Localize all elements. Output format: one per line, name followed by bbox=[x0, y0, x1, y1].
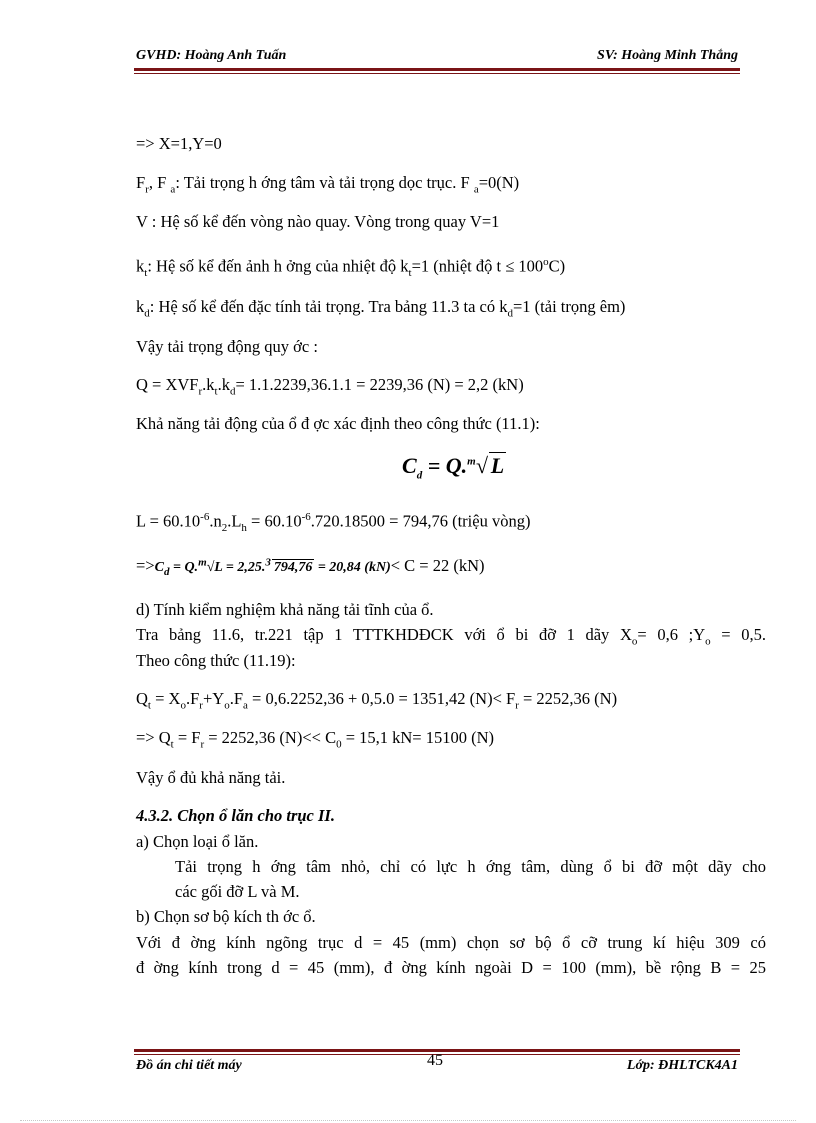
equivalent-load-heading: Vậy tải trọng động quy ớc : bbox=[136, 337, 318, 356]
step-a-desc-2: các gối đỡ L và M. bbox=[175, 882, 300, 901]
step-a-desc-1: Tải trọng h ớng tâm nhỏ, chỉ có lực h ớng tâm, dùng ổ bi đỡ một dãy cho bbox=[175, 857, 766, 876]
fr-fa-definition: $F_r$, F $_a$: Tải trọng h ớng tâm và tải trọng dọc trục. F $_a$=0(N) bbox=[136, 173, 520, 196]
qt-comparison: => $Q_t = F_r = 2252,36$ $(N)<< C_0 = 15,1$ kN= 15100 (N) bbox=[136, 728, 495, 751]
static-check-heading: d) Tính kiểm nghiệm khả năng tải tĩnh của ổ. bbox=[136, 600, 434, 619]
formula-reference: Theo công thức (11.19): bbox=[136, 651, 296, 670]
header-left: GVHD: Hoàng Anh Tuấn bbox=[136, 48, 287, 63]
static-table-lookup: Tra bảng 11.6, tr.221 tập 1 TTTKHDĐCK với ổ bi đỡ 1 dãy $X_o= 0,6$ $;Y_o = 0,5$. bbox=[136, 625, 766, 648]
header-rule-thin bbox=[134, 73, 740, 74]
page-number: 45 bbox=[427, 1052, 443, 1069]
l-calculation: $L = 60.10^{-6}.n_2.L_h = 60.10^{-6}.720.18500 = 794,76$ (triệu vòng) bbox=[136, 511, 531, 534]
qt-calculation: $Q_t = X_o.F_r+Y_o.F_a = 0,6.2252,36 + 0,5.0 = 1351,42$ $(N)< F_r = 2252,36$ (N) bbox=[136, 689, 618, 712]
capacity-conclusion: Vậy ổ đủ khả năng tải. bbox=[136, 768, 286, 787]
step-b: b) Chọn sơ bộ kích th ớc ổ. bbox=[136, 907, 316, 926]
step-b-desc-2: đ ờng kính trong d = 45 (mm), đ ờng kính ngoài D = 100 (mm), bề rộng B = 25 bbox=[136, 958, 766, 977]
page-edge bbox=[20, 1120, 796, 1121]
header-right: SV: Hoàng Minh Thắng bbox=[597, 48, 738, 63]
footer-left: Đồ án chi tiết máy bbox=[136, 1058, 242, 1073]
dynamic-capacity-intro: Khả năng tải động của ổ đ ợc xác định theo công thức (11.1): bbox=[136, 414, 540, 433]
v-definition: V : Hệ số kể đến vòng nào quay. Vòng trong quay V=1 bbox=[136, 212, 500, 231]
kd-definition: $k_d$: Hệ số kể đến đặc tính tải trọng. Tra bảng 11.3 ta có $k_d=1$ (tải trọng êm) bbox=[136, 297, 626, 320]
cd-calculation: $=>C_d = Q.^m√L = 2,25.^3$ 794,76 = 20,84 (kN)< C = 22 (kN) bbox=[136, 556, 485, 578]
section-heading-4-3-2: 4.3.2. Chọn ổ lăn cho trục II. bbox=[136, 806, 335, 825]
result-xy: => X=1,Y=0 bbox=[136, 134, 222, 153]
step-a: a) Chọn loại ổ lăn. bbox=[136, 832, 259, 851]
q-calculation: $Q = XVF_r.k_t.k_d= 1.1.2239,36.1.1 = 2239,36$ (N) = 2,2 (kN) bbox=[136, 375, 524, 398]
step-b-desc-1: Với đ ờng kính ngõng trục d = 45 (mm) chọn sơ bộ ổ cỡ trung kí hiệu 309 có bbox=[136, 933, 766, 952]
footer-right: Lớp: ĐHLTCK4A1 bbox=[626, 1058, 738, 1073]
cd-formula: $C_d = Q.^m√$ L bbox=[402, 453, 505, 482]
header-rule bbox=[134, 68, 740, 71]
kt-definition: $k_t$: Hệ số kể đến ảnh h ởng của nhiệt độ $k_t=1$ (nhiệt độ $t \le 100^oC$) bbox=[136, 256, 566, 279]
